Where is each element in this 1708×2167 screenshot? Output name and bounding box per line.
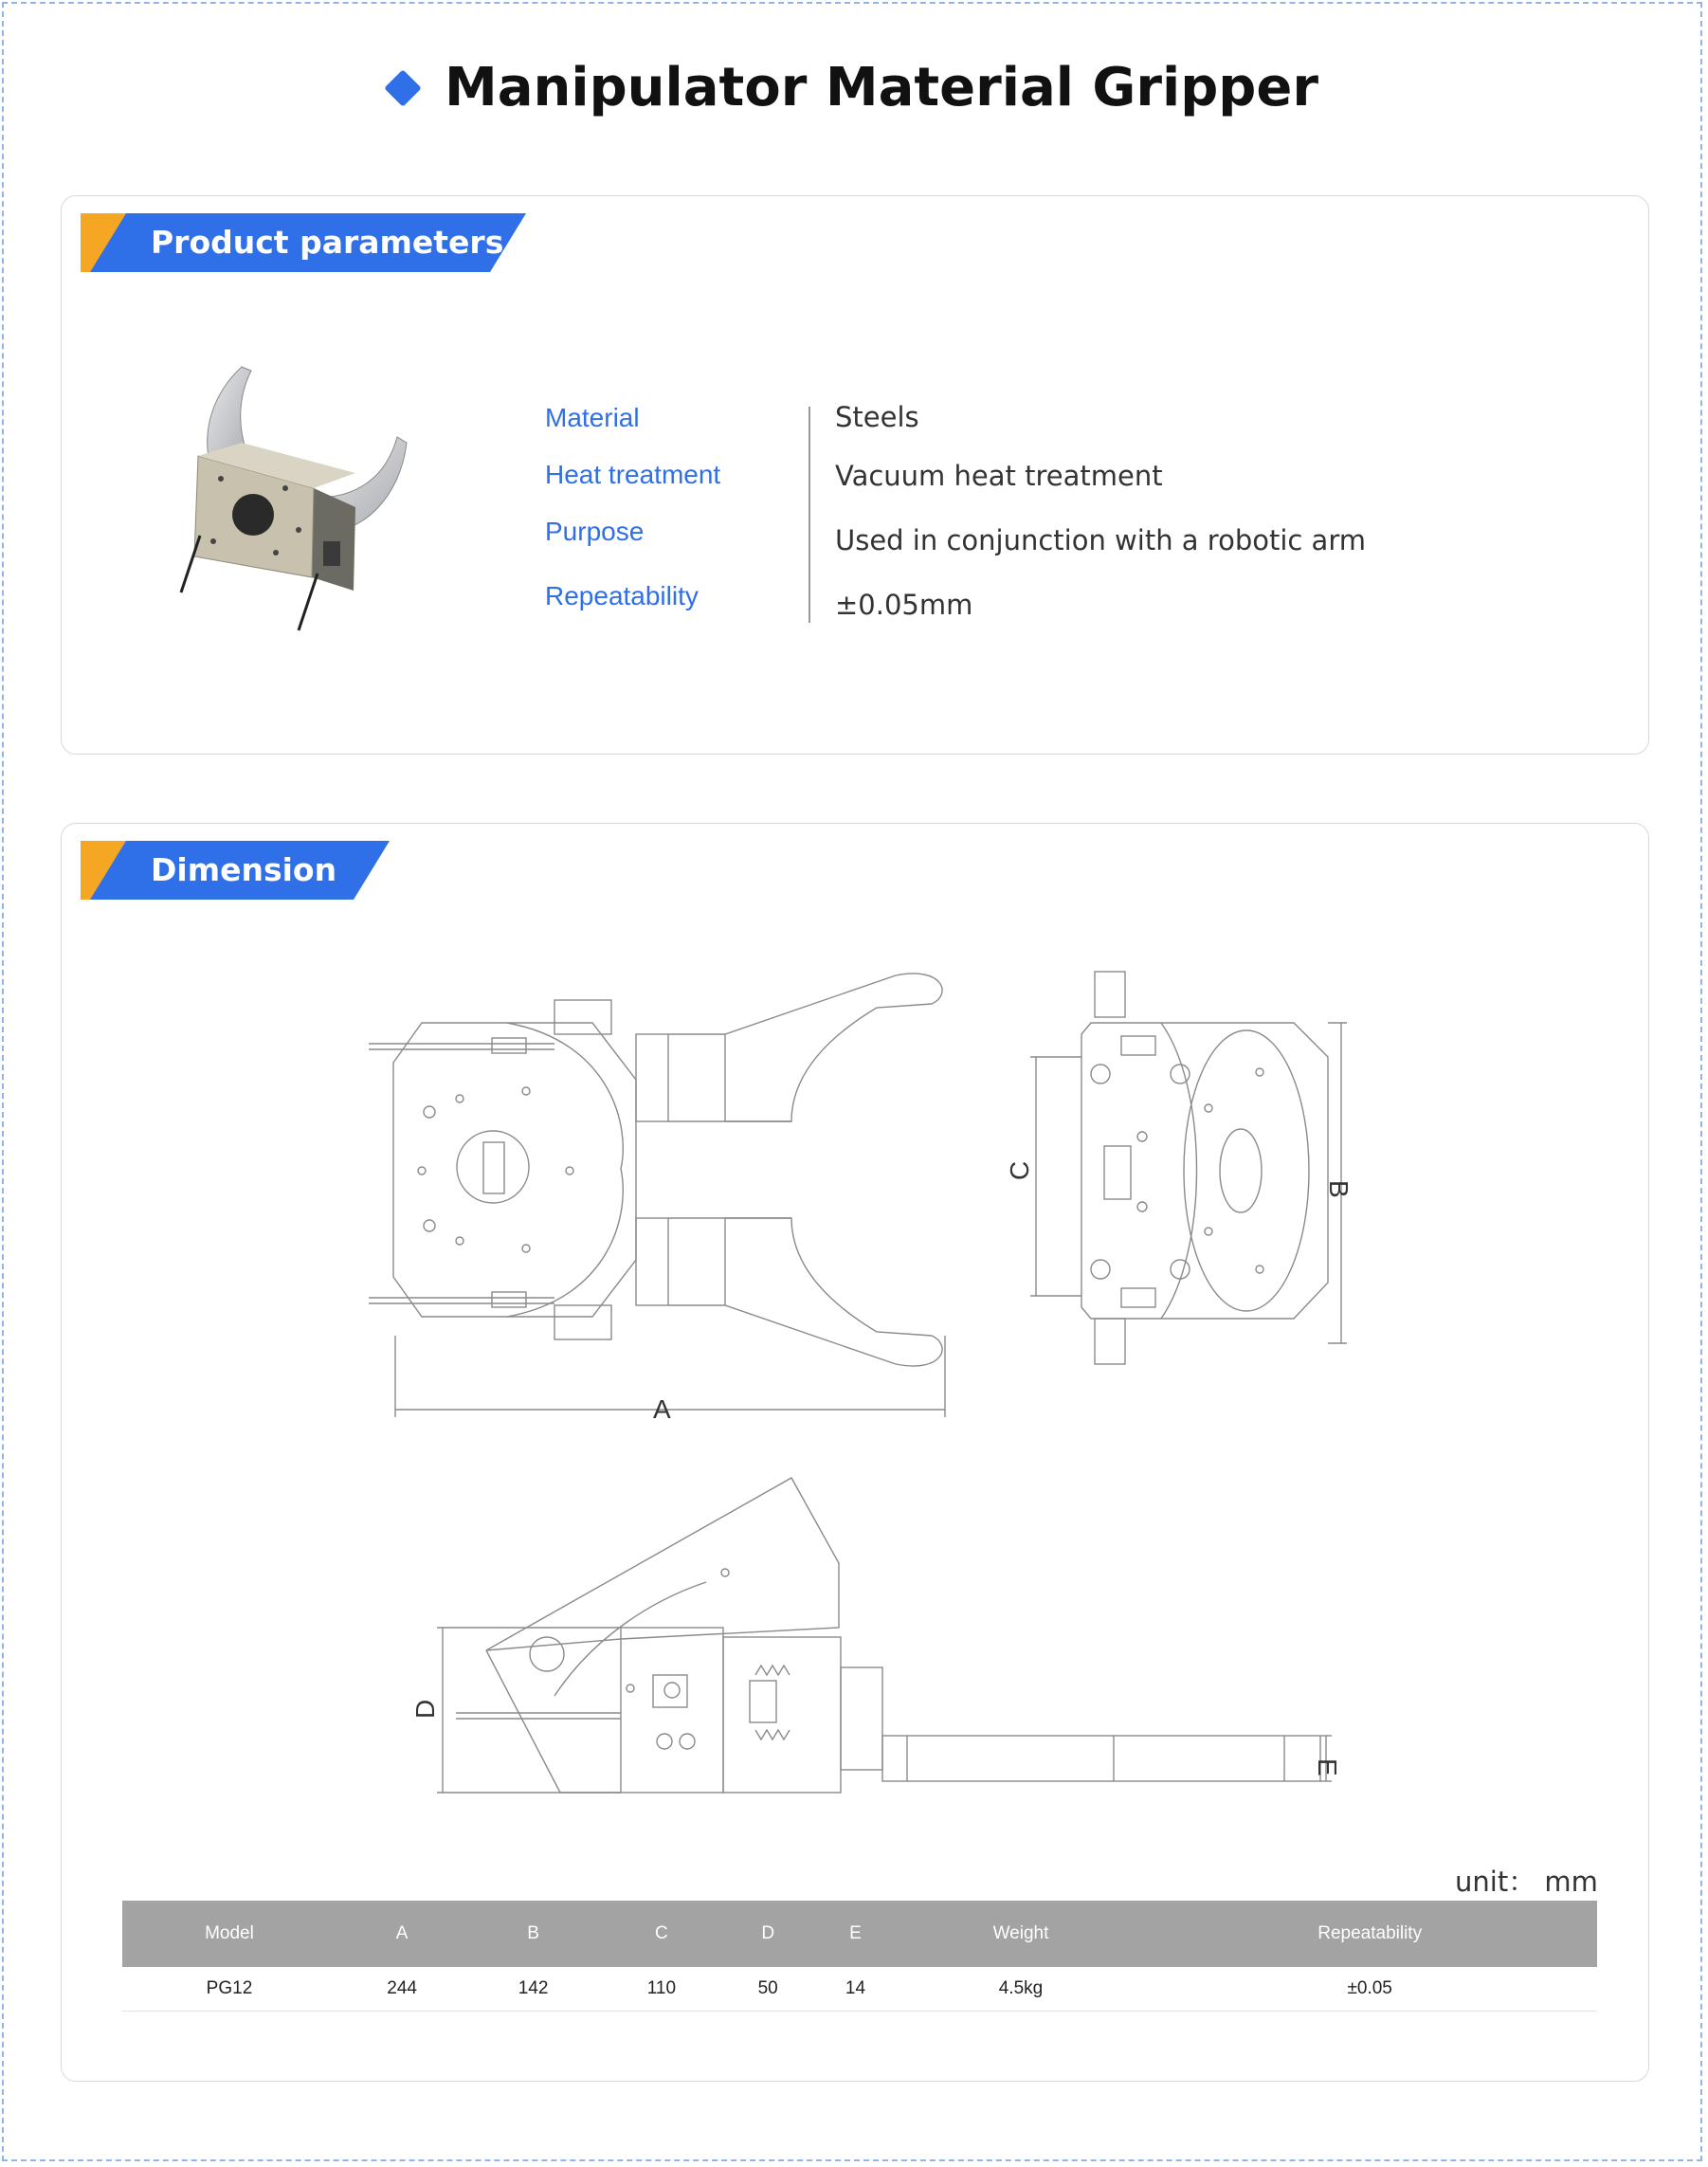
page-title-text: Manipulator Material Gripper: [445, 57, 1318, 118]
td-d: 50: [724, 1967, 811, 2012]
td-weight: 4.5kg: [899, 1967, 1143, 2012]
th-b: B: [467, 1901, 598, 1967]
product-parameters-card: [61, 195, 1649, 755]
front-view: [369, 974, 945, 1417]
param-value-material: Steels: [835, 401, 919, 433]
dimension-drawing: [62, 824, 1650, 1848]
td-model: PG12: [122, 1967, 336, 2012]
dimension-card: [61, 823, 1649, 2082]
th-c: C: [599, 1901, 724, 1967]
dim-label-b: B: [1324, 1180, 1354, 1198]
table-row: [122, 1967, 1597, 2012]
page-title: [390, 57, 1318, 118]
param-label-repeatability: Repeatability: [545, 581, 699, 610]
td-a: 244: [336, 1967, 467, 2012]
param-value-repeatability: ±0.05mm: [835, 589, 973, 621]
side-view: [1030, 972, 1347, 1364]
td-c: 110: [599, 1967, 724, 2012]
dim-label-a: A: [653, 1394, 671, 1424]
th-weight: Weight: [899, 1901, 1143, 1967]
param-value-heat-treatment: Vacuum heat treatment: [835, 460, 1163, 492]
diamond-icon: [384, 69, 422, 107]
param-label-material: Material: [545, 403, 640, 432]
section-tag-label: Product parameters: [151, 224, 504, 261]
bottom-view: [437, 1478, 1332, 1793]
spec-table: [122, 1901, 1597, 2012]
unit-label: unit： mm: [1455, 1866, 1598, 1898]
td-b: 142: [467, 1967, 598, 2012]
dim-label-d: D: [410, 1699, 440, 1719]
th-d: D: [724, 1901, 811, 1967]
param-label-purpose: Purpose: [545, 517, 645, 546]
th-repeatability: Repeatability: [1142, 1901, 1597, 1967]
dim-label-c: C: [1005, 1160, 1034, 1180]
dim-label-e: E: [1313, 1758, 1342, 1776]
td-repeatability: ±0.05: [1142, 1967, 1597, 2012]
td-e: 14: [811, 1967, 899, 2012]
section-tag-label: Dimension: [151, 851, 337, 888]
page-header: [0, 57, 1708, 118]
param-value-purpose: Used in conjunction with a robotic arm: [835, 524, 1366, 556]
spec-table-header: [122, 1901, 1597, 1967]
param-divider: [809, 407, 810, 623]
th-model: Model: [122, 1901, 336, 1967]
gripper-product-image: [156, 355, 422, 640]
param-label-heat-treatment: Heat treatment: [545, 460, 721, 489]
th-e: E: [811, 1901, 899, 1967]
th-a: A: [336, 1901, 467, 1967]
